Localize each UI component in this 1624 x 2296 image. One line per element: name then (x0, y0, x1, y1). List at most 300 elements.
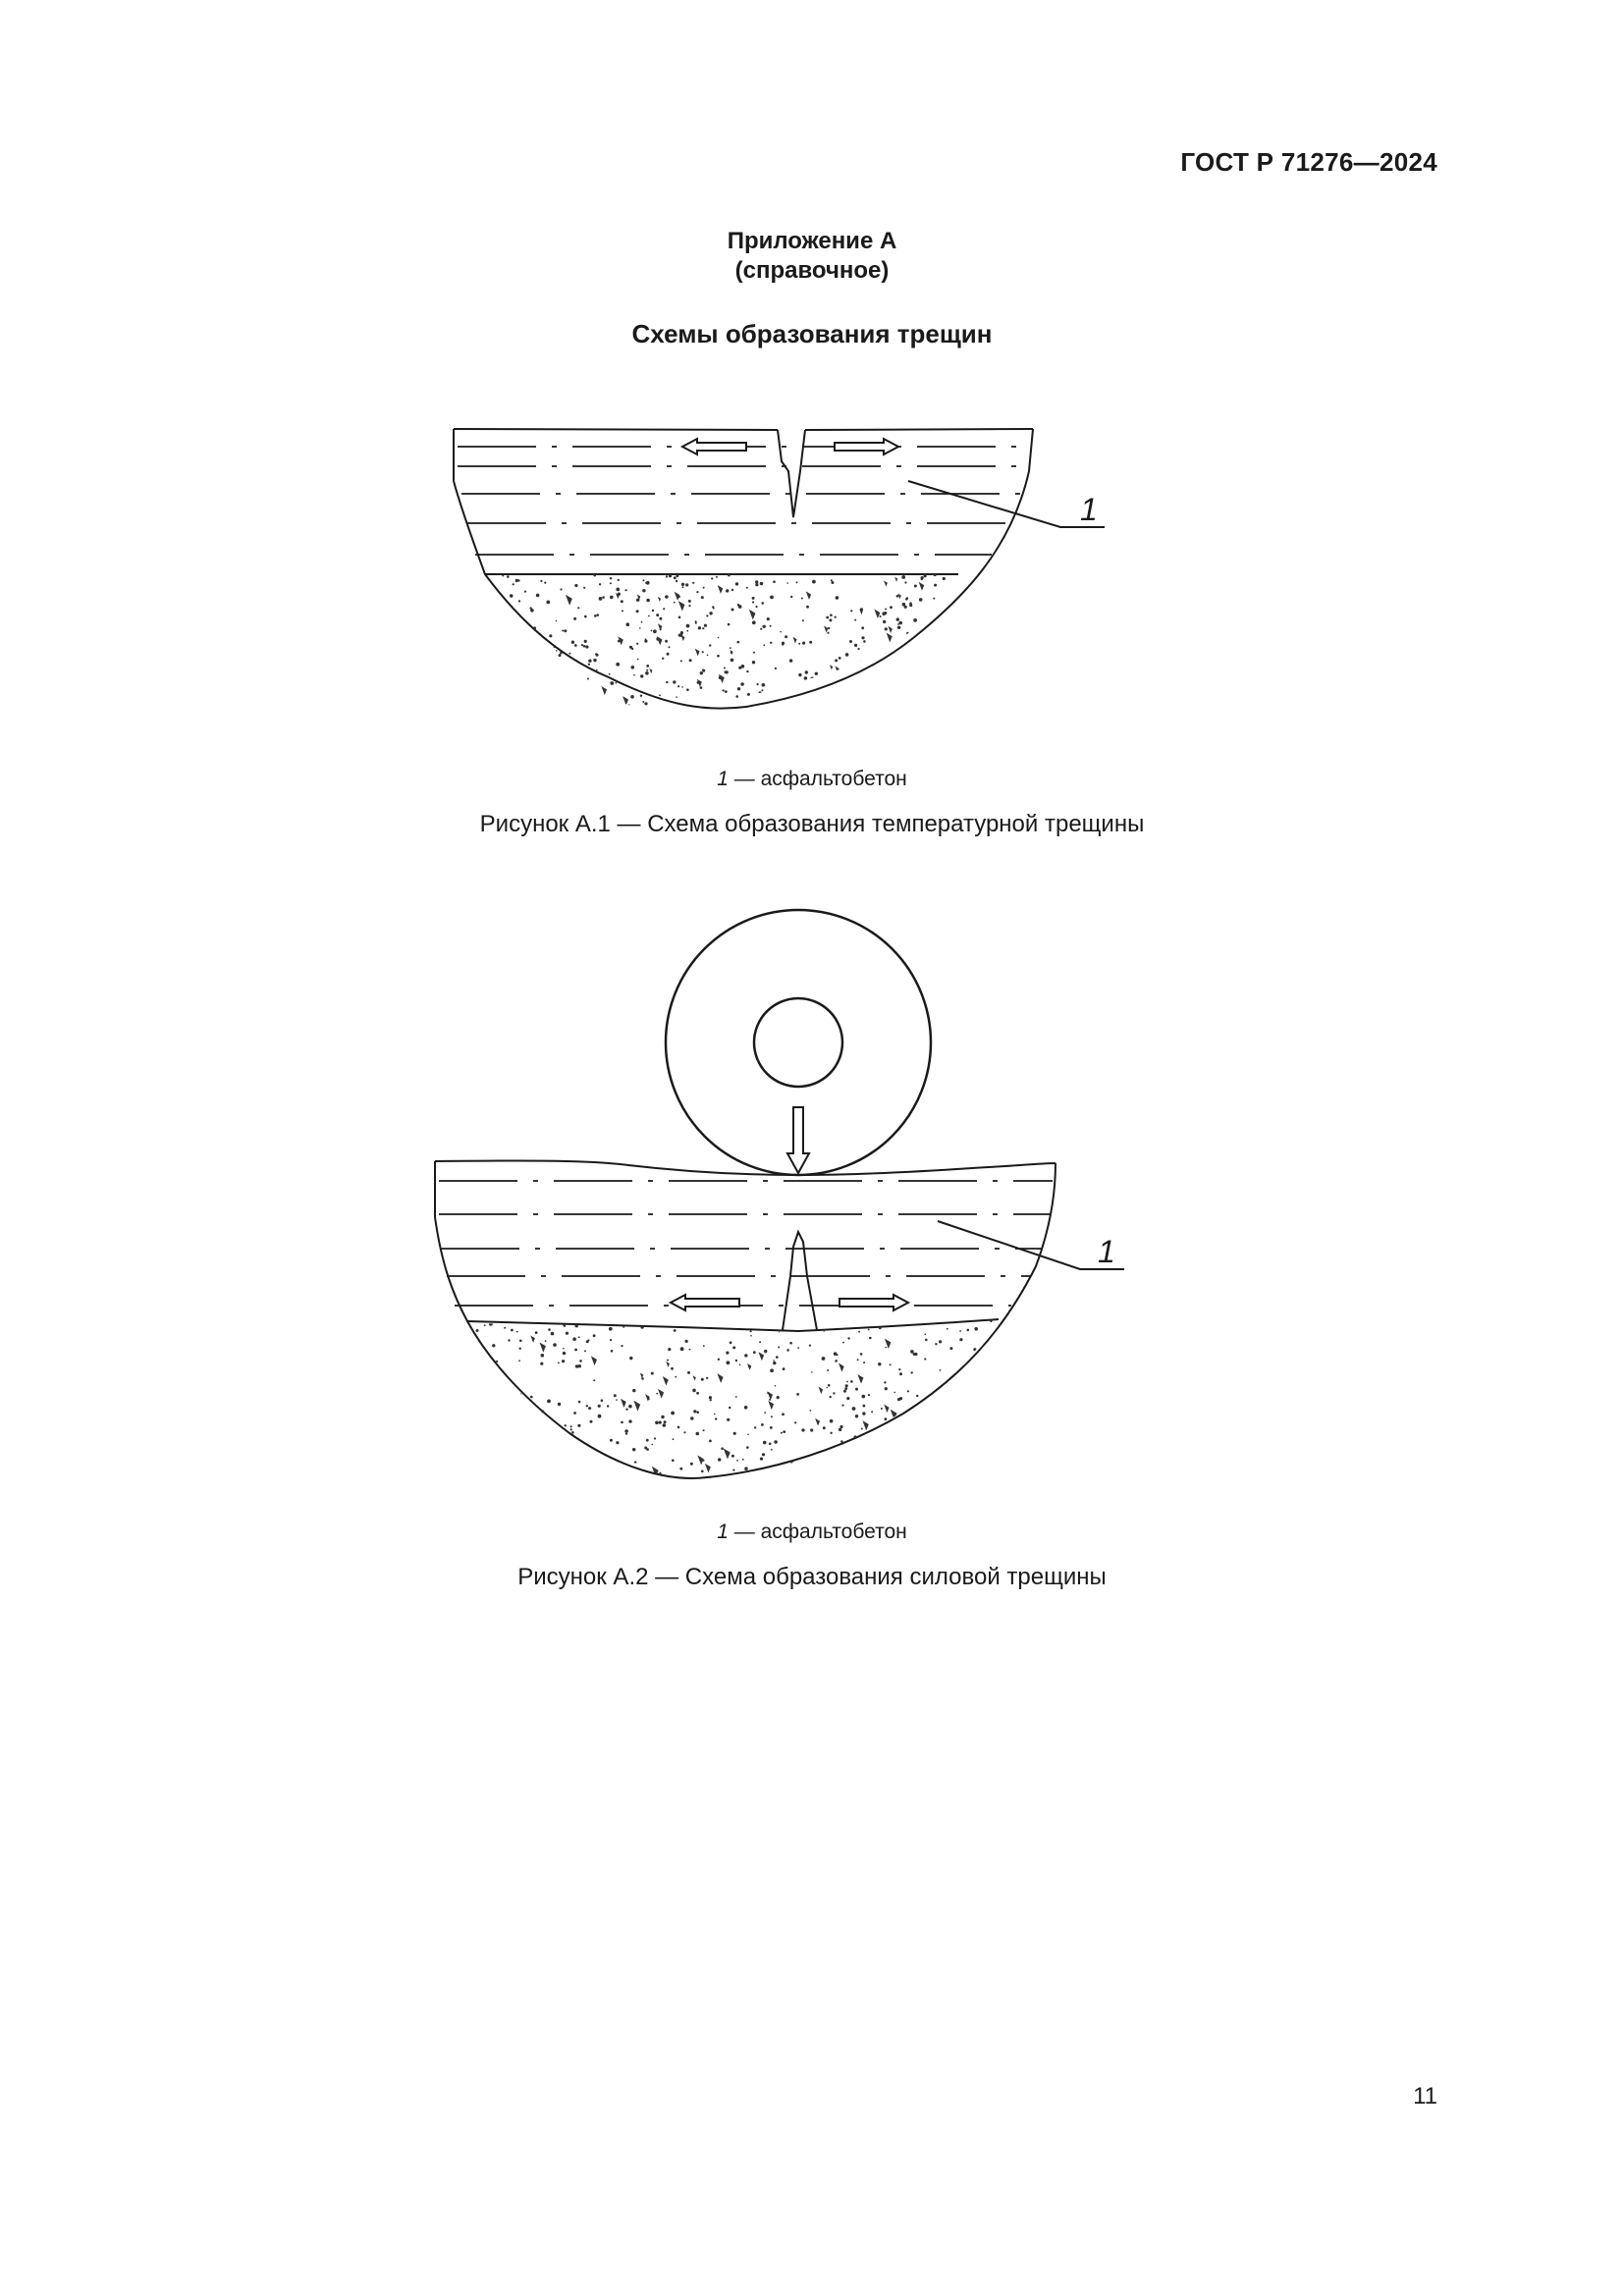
aggregate-dot (574, 1468, 578, 1472)
aggregate-dot (565, 1424, 567, 1426)
aggregate-dot (733, 1432, 736, 1435)
aggregate-dot (632, 1389, 635, 1392)
aggregate-dot (509, 1417, 511, 1419)
arrow-left (671, 1295, 739, 1310)
aggregate-dot (667, 1360, 669, 1362)
aggregate-dot (841, 1405, 843, 1407)
aggregate-dot (782, 1413, 785, 1415)
aggregate-dot (978, 1452, 980, 1454)
aggregate-dot (754, 1426, 756, 1428)
aggregate-dot (489, 1411, 491, 1413)
aggregate-dot (924, 1358, 926, 1360)
aggregate-dot (925, 1339, 928, 1342)
aggregate-dot (703, 1429, 705, 1431)
aggregate-dot (570, 1425, 572, 1427)
aggregate-dot (789, 1342, 792, 1345)
aggregate-dot (541, 1354, 545, 1358)
aggregate-dot (677, 1426, 680, 1429)
aggregate-dot (828, 1384, 831, 1387)
aggregate-dot (618, 1471, 622, 1475)
aggregate-dot (810, 1410, 812, 1412)
aggregate-dot (511, 1329, 514, 1332)
aggregate-dot (760, 1458, 763, 1461)
aggregate-stone (993, 1403, 999, 1412)
aggregate-dot (504, 1327, 506, 1329)
aggregate-dot (490, 1471, 493, 1474)
aggregate-dot (744, 1354, 747, 1357)
aggregate-dot (963, 1430, 966, 1433)
aggregate-dot (542, 1480, 545, 1483)
aggregate-dot (739, 1364, 741, 1366)
aggregate-dot (846, 1397, 849, 1400)
crack (783, 1232, 817, 1330)
aggregate-dot (487, 1468, 490, 1470)
aggregate-dot (839, 1425, 842, 1428)
aggregate-dot (868, 1394, 870, 1396)
aggregate-dot (847, 1461, 851, 1465)
aggregate-dot (503, 1389, 506, 1392)
aggregate-dot (532, 1426, 534, 1428)
aggregate-dot (530, 1396, 533, 1399)
aggregate-dot (858, 1469, 860, 1471)
aggregate-dot (578, 1364, 581, 1367)
aggregate-dot (641, 1377, 644, 1380)
aggregate-dot (980, 1402, 982, 1404)
aggregate-dot (607, 1405, 609, 1407)
aggregate-dot (811, 1371, 813, 1373)
aggregate-dot (732, 1469, 734, 1471)
aggregate-dot (980, 1405, 982, 1407)
aggregate-dot (558, 1362, 560, 1364)
aggregate-dot (664, 1420, 667, 1423)
arrow-right (839, 1295, 908, 1310)
aggregate-dot (880, 1433, 883, 1436)
aggregate-dot (715, 1417, 717, 1419)
aggregate-dot (901, 1421, 905, 1425)
aggregate-dot (685, 1340, 688, 1343)
aggregate-stone (839, 1363, 844, 1372)
aggregate-dot (519, 1340, 522, 1343)
aggregate-dot (866, 1436, 868, 1438)
aggregate-dot (656, 1393, 658, 1395)
aggregate-dot (732, 1346, 735, 1349)
aggregate-dot (819, 1323, 821, 1325)
aggregate-dot (862, 1395, 866, 1399)
legend-a2: 1 — асфальтобетон (717, 1521, 907, 1543)
aggregate-dot (659, 1421, 662, 1424)
aggregate-dot (974, 1373, 978, 1377)
aggregate-dot (616, 1476, 618, 1478)
aggregate-stone (768, 1401, 774, 1410)
aggregate-dot (844, 1387, 847, 1390)
aggregate-dot (492, 1344, 495, 1347)
aggregate-dot (510, 1318, 513, 1321)
aggregate-dot (518, 1360, 520, 1362)
aggregate-dot (583, 1478, 586, 1481)
aggregate-dot (761, 1423, 764, 1426)
aggregate-stone (539, 1342, 545, 1352)
aggregate-dot (614, 1394, 617, 1397)
aggregate-dot (634, 1475, 637, 1478)
aggregate-dot (884, 1466, 887, 1468)
aggregate-dot (710, 1399, 712, 1401)
aggregate-dot (906, 1319, 909, 1322)
aggregate-dot (687, 1371, 690, 1374)
aggregate-dot (690, 1463, 693, 1466)
aggregate-dot (930, 1443, 934, 1447)
aggregate-dot (652, 1444, 654, 1446)
aggregate-dot (476, 1347, 479, 1350)
aggregate-dot (869, 1337, 872, 1340)
aggregate-dot (476, 1329, 479, 1332)
aggregate-dot (998, 1369, 1001, 1372)
aggregate-dot (548, 1475, 551, 1478)
aggregate-dot (790, 1461, 793, 1464)
aggregate-dot (914, 1353, 917, 1356)
aggregate-dot (547, 1432, 550, 1435)
aggregate-dot (530, 1455, 532, 1457)
aggregate-dot (999, 1403, 1002, 1407)
aggregate-dot (696, 1411, 699, 1414)
aggregate-dot (759, 1341, 761, 1343)
aggregate-dot (480, 1383, 483, 1386)
aggregate-stone (648, 1475, 655, 1485)
aggregate-dot (770, 1368, 774, 1372)
aggregate-dot (625, 1409, 627, 1411)
aggregate-dot (863, 1405, 866, 1408)
aggregate-dot (572, 1337, 576, 1341)
aggregate-dot (898, 1441, 900, 1443)
aggregate-dot (593, 1379, 595, 1381)
aggregate-dot (673, 1438, 675, 1440)
aggregate-dot (781, 1432, 783, 1434)
aggregate-dot (886, 1454, 888, 1456)
aggregate-dot (843, 1478, 845, 1480)
aggregate-dot (982, 1446, 985, 1449)
aggregate-dot (614, 1475, 618, 1479)
aggregate-stone (951, 1478, 957, 1488)
aggregate-dot (923, 1465, 925, 1467)
aggregate-dot (484, 1324, 486, 1326)
granular-fill (469, 1318, 1002, 1492)
aggregate-dot (909, 1415, 913, 1419)
aggregate-stone (884, 1405, 889, 1413)
aggregate-dot (584, 1350, 586, 1352)
aggregate-dot (690, 1416, 693, 1419)
aggregate-dot (671, 1367, 674, 1370)
legend-a1: 1 — асфальтобетон (717, 768, 907, 790)
aggregate-dot (701, 1470, 704, 1473)
aggregate-dot (797, 1347, 799, 1349)
aggregate-stone (857, 1374, 863, 1384)
aggregate-dot (601, 1399, 604, 1402)
aggregate-dot (912, 1427, 916, 1431)
aggregate-dot (894, 1392, 896, 1394)
aggregate-dot (477, 1477, 479, 1479)
aggregate-dot (541, 1410, 545, 1414)
layer-lines (439, 1181, 1053, 1306)
aggregate-dot (625, 1433, 627, 1435)
aggregate-dot (999, 1398, 1001, 1400)
aggregate-dot (898, 1368, 900, 1370)
aggregate-dot (563, 1352, 566, 1355)
aggregate-dot (955, 1421, 959, 1425)
aggregate-dot (680, 1347, 684, 1351)
aggregate-dot (774, 1440, 778, 1444)
aggregate-stone (838, 1480, 841, 1486)
aggregate-dot (488, 1358, 490, 1360)
aggregate-dot (553, 1343, 557, 1347)
aggregate-dot (623, 1326, 624, 1328)
aggregate-dot (512, 1440, 514, 1443)
aggregate-stone (747, 1363, 751, 1370)
aggregate-dot (915, 1426, 917, 1428)
aggregate-dot (834, 1352, 838, 1356)
aggregate-dot (519, 1393, 522, 1396)
aggregate-dot (969, 1377, 973, 1381)
aggregate-dot (736, 1460, 738, 1462)
aggregate-dot (793, 1466, 796, 1468)
aggregate-dot (753, 1351, 756, 1354)
aggregate-dot (942, 1397, 945, 1400)
aggregate-stone (630, 1480, 635, 1487)
aggregate-dot (827, 1369, 829, 1371)
aggregate-dot (989, 1417, 993, 1421)
aggregate-dot (776, 1356, 779, 1359)
aggregate-dot (729, 1407, 731, 1409)
aggregate-dot (881, 1408, 883, 1410)
aggregate-dot (593, 1334, 596, 1337)
aggregate-stone (621, 1399, 626, 1408)
aggregate-dot (519, 1348, 521, 1350)
aggregate-dot (616, 1399, 618, 1401)
aggregate-dot (470, 1348, 473, 1351)
aggregate-dot (744, 1406, 748, 1410)
aggregate-dot (573, 1453, 576, 1456)
aggregate-dot (683, 1431, 685, 1433)
aggregate-dot (850, 1380, 853, 1383)
aggregate-dot (632, 1448, 635, 1451)
aggregate-dot (747, 1434, 749, 1436)
wheel-hub (754, 998, 842, 1087)
aggregate-dot (771, 1449, 773, 1451)
aggregate-dot (588, 1407, 591, 1410)
aggregate-dot (574, 1349, 577, 1352)
aggregate-dot (907, 1390, 909, 1392)
aggregate-dot (919, 1408, 921, 1410)
aggregate-dot (847, 1337, 849, 1339)
aggregate-dot (957, 1461, 960, 1464)
aggregate-dot (874, 1474, 877, 1477)
aggregate-stone (821, 1324, 826, 1333)
aggregate-dot (777, 1396, 780, 1399)
aggregate-dot (937, 1400, 940, 1403)
aggregate-dot (750, 1335, 752, 1337)
aggregate-dot (786, 1349, 789, 1352)
aggregate-dot (858, 1331, 860, 1333)
aggregate-dot (469, 1433, 471, 1435)
aggregate-dot (578, 1336, 580, 1338)
aggregate-dot (830, 1432, 832, 1434)
aggregate-dot (890, 1468, 893, 1471)
aggregate-dot (709, 1440, 712, 1443)
aggregate-dot (846, 1321, 849, 1324)
aggregate-dot (762, 1453, 765, 1456)
aggregate-dot (535, 1436, 538, 1439)
aggregate-dot (991, 1448, 993, 1450)
aggregate-dot (506, 1418, 508, 1420)
aggregate-stone (652, 1467, 659, 1477)
standard-header: ГОСТ Р 71276—2024 (1180, 147, 1437, 177)
aggregate-dot (826, 1387, 828, 1389)
aggregate-stone (705, 1464, 711, 1473)
aggregate-stone (819, 1387, 824, 1394)
aggregate-dot (885, 1387, 888, 1390)
aggregate-dot (477, 1390, 481, 1394)
aggregate-dot (994, 1341, 998, 1345)
aggregate-dot (598, 1405, 601, 1408)
aggregate-dot (610, 1439, 613, 1442)
aggregate-dot (668, 1348, 671, 1351)
aggregate-dot (924, 1476, 928, 1480)
aggregate-stone (810, 1467, 816, 1475)
aggregate-dot (535, 1331, 538, 1334)
aggregate-dot (861, 1428, 863, 1430)
aggregate-dot (567, 1466, 568, 1468)
aggregate-dot (868, 1329, 870, 1331)
aggregate-dot (857, 1359, 859, 1361)
aggregate-dot (771, 1415, 773, 1417)
aggregate-dot (864, 1474, 867, 1477)
aggregate-dot (634, 1461, 636, 1463)
aggregate-stone (478, 1413, 481, 1417)
aggregate-stone (951, 1481, 957, 1491)
aggregate-dot (679, 1468, 682, 1470)
aggregate-dot (696, 1432, 700, 1436)
aggregate-dot (893, 1477, 895, 1480)
aggregate-dot (755, 1476, 757, 1478)
aggregate-dot (516, 1331, 518, 1333)
aggregate-dot (475, 1480, 477, 1482)
caption-a1: Рисунок А.1 — Схема образования температурной трещины (479, 811, 1145, 837)
aggregate-dot (993, 1358, 996, 1361)
aggregate-dot (910, 1433, 913, 1436)
aggregate-dot (949, 1347, 952, 1350)
aggregate-dot (822, 1357, 826, 1361)
aggregate-dot (823, 1426, 826, 1429)
aggregate-dot (912, 1435, 916, 1439)
aggregate-dot (475, 1430, 477, 1432)
aggregate-stone (663, 1376, 669, 1386)
aggregate-dot (629, 1357, 632, 1360)
load-arrow (787, 1107, 809, 1173)
aggregate-dot (731, 1455, 734, 1458)
aggregate-dot (910, 1350, 914, 1354)
aggregate-dot (978, 1367, 981, 1370)
aggregate-dot (586, 1476, 588, 1478)
aggregate-dot (553, 1454, 555, 1456)
aggregate-dot (796, 1393, 799, 1396)
aggregate-dot (810, 1428, 813, 1431)
aggregate-dot (967, 1329, 970, 1332)
aggregate-dot (621, 1345, 623, 1347)
aggregate-dot (540, 1362, 543, 1365)
aggregate-dot (959, 1338, 962, 1341)
aggregate-dot (764, 1412, 766, 1414)
aggregate-dot (555, 1428, 559, 1432)
aggregate-dot (775, 1385, 777, 1387)
cross-section-outline (435, 1161, 1056, 1478)
aggregate-dot (536, 1449, 539, 1452)
aggregate-dot (494, 1400, 497, 1403)
aggregate-dot (730, 1341, 732, 1344)
aggregate-dot (475, 1460, 478, 1463)
aggregate-dot (992, 1468, 994, 1469)
aggregate-dot (763, 1441, 767, 1445)
aggregate-dot (770, 1426, 773, 1429)
aggregate-dot (484, 1440, 486, 1442)
aggregate-dot (562, 1360, 565, 1362)
aggregate-dot (866, 1438, 868, 1440)
aggregate-dot (935, 1343, 937, 1345)
aggregate-dot (982, 1470, 986, 1474)
aggregate-dot (709, 1478, 713, 1482)
aggregate-dot (925, 1334, 927, 1336)
aggregate-dot (946, 1388, 948, 1391)
aggregate-dot (570, 1428, 572, 1430)
aggregate-dot (916, 1395, 918, 1397)
aggregate-stone (530, 1335, 535, 1342)
aggregate-dot (959, 1330, 961, 1332)
aggregate-dot (571, 1431, 574, 1434)
aggregate-dot (843, 1390, 846, 1393)
aggregate-dot (997, 1421, 1000, 1424)
aggregate-dot (948, 1431, 950, 1433)
aggregate-dot (964, 1388, 967, 1391)
aggregate-dot (842, 1342, 844, 1344)
aggregate-stone (921, 1405, 928, 1415)
aggregate-dot (897, 1398, 900, 1401)
aggregate-dot (989, 1465, 991, 1467)
aggregate-dot (769, 1443, 772, 1446)
aggregate-dot (852, 1407, 856, 1411)
aggregate-dot (1001, 1419, 1002, 1421)
aggregate-dot (721, 1447, 724, 1450)
aggregate-dot (973, 1348, 976, 1351)
aggregate-dot (783, 1430, 785, 1433)
aggregate-dot (985, 1459, 987, 1461)
layer-boundary (467, 1319, 999, 1331)
aggregate-dot (611, 1350, 614, 1353)
aggregate-dot (696, 1392, 699, 1395)
aggregate-dot (496, 1361, 498, 1362)
aggregate-stone (502, 1415, 506, 1421)
aggregate-dot (990, 1320, 992, 1322)
aggregate-dot (835, 1360, 838, 1362)
aggregate-dot (493, 1480, 495, 1482)
aggregate-stone (666, 1362, 670, 1367)
aggregate-dot (744, 1467, 748, 1470)
aggregate-dot (764, 1350, 767, 1353)
aggregate-dot (624, 1429, 628, 1433)
aggregate-dot (899, 1372, 902, 1375)
aggregate-dot (773, 1360, 775, 1362)
aggregate-dot (839, 1428, 841, 1431)
aggregate-dot (513, 1452, 515, 1455)
aggregate-dot (530, 1436, 534, 1440)
caption-a2: Рисунок А.2 — Схема образования силовой трещины (517, 1564, 1107, 1590)
aggregate-dot (988, 1405, 990, 1407)
